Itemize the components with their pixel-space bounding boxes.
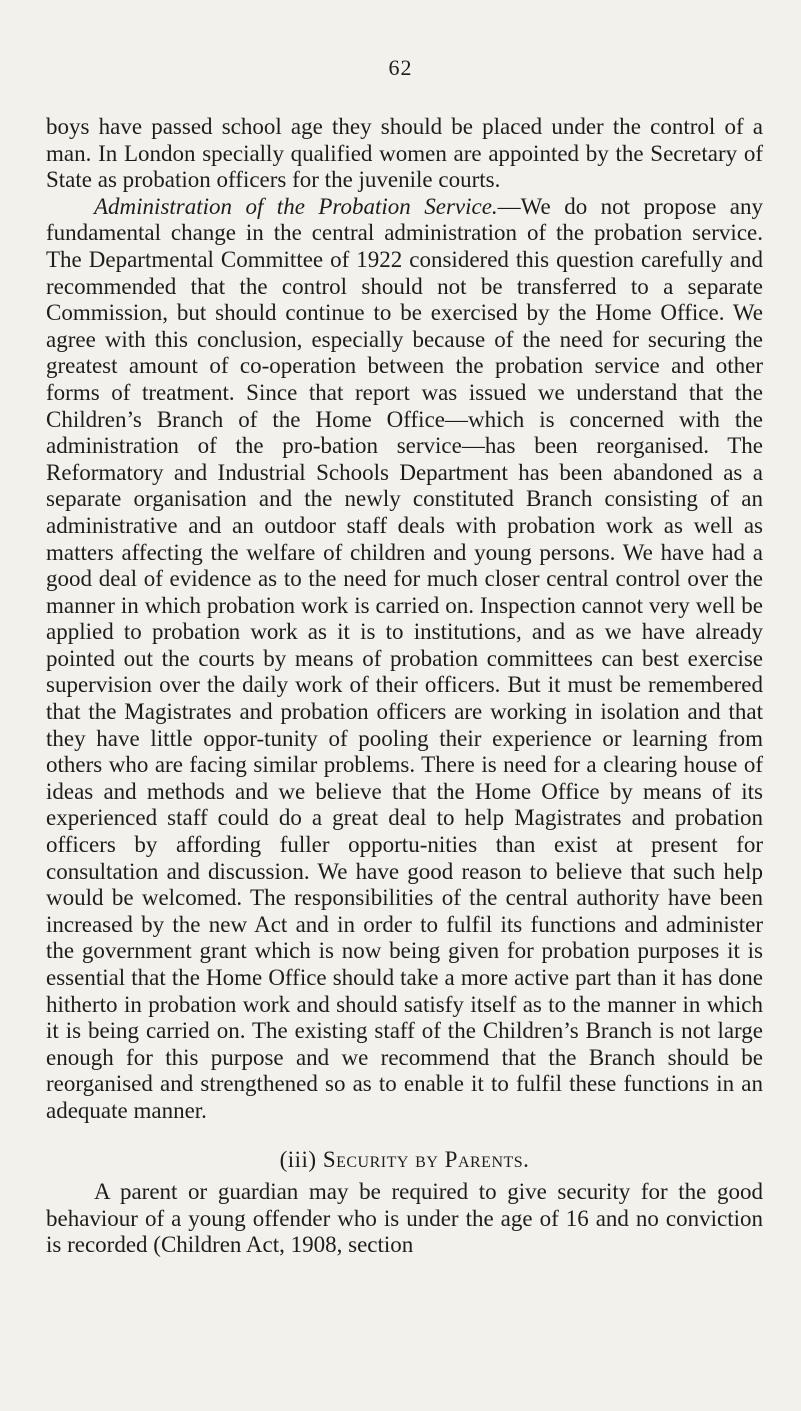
section-numeral: (iii) — [279, 1146, 317, 1172]
page-number: 62 — [388, 55, 413, 80]
paragraph-body: —We do not propose any fundamental change in the central administration of the probation service. The Departmental Committee of 1922 considered this question carefully and recommended that the control should not be transferred to a separate Commission, but should continue to be exercised by the Home Office. We agree with this conclusion, especially because of the need for securing the greatest amount of co-operation between the probation service and other forms of treatment. Since that report was issued we understand that the Children’s Branch of the Home Office—which is concerned with the administration of the pro-bation service—has been reorganised. The Reformatory and Industrial Schools Department has been abandoned as a separate organisation and the newly constituted Branch consisting of an administrative and an outdoor staff deals with probation work as well as matters affecting the welfare of children and young persons. We have had a good deal of evidence as to the need for much closer central control over the manner in which probation work is carried on. Inspection cannot very well be applied to probation work as it is to institutions, and as we have already pointed out the courts by means of probation committees can best exercise supervision over the daily work of their officers. But it must be remembered that the Magistrates and probation officers are working in isolation and that they have little oppor-tunity of pooling their experience or learning from others who are facing similar problems. There is need for a clearing house of ideas and methods and we believe that the Home Office by means of its experienced staff could do a great deal to help Magistrates and probation officers by affording fuller opportu-nities than exist at present for consultation and discussion. We have good reason to believe that such help would be welcomed. The responsibilities of the central authority have been increased by the new Act and in order to fulfil its functions and administer the government grant which is now being given for probation purposes it is essential that the Home Office should take a more active part than it has done hitherto in probation work and should satisfy itself as to the manner in which it is being carried on. The existing staff of the Children’s Branch is not large enough for this purpose and we recommend that the Branch should be reorganised and strengthened so as to enable it to fulfil these functions in an adequate manner. — [46, 193, 763, 1123]
paragraph-administration — [46, 194, 763, 1125]
section-heading — [46, 1147, 763, 1174]
page-body — [46, 114, 763, 1259]
paragraph-lead-heading: Administration of the Probation Service. — [94, 193, 498, 219]
paragraph-security: A parent or guardian may be required to give security for the good behaviour of a young offender who is under the age of 16 and no conviction is recorded (Children Act, 1908, section — [46, 1179, 763, 1258]
paragraph-continuation: boys have passed school age they should be placed under the control of a man. In London specially qualified women are appointed by the Secretary of State as probation officers for the juvenile courts. — [46, 114, 763, 193]
section-title: Security by Parents. — [322, 1146, 530, 1172]
